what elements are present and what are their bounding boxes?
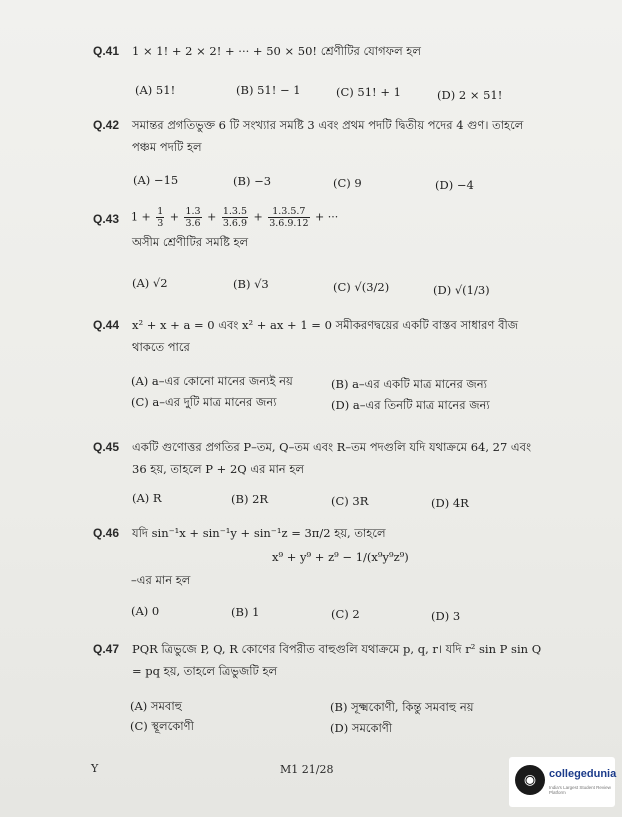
option-b: (B) 2R bbox=[231, 492, 269, 506]
series-term-4: $\frac{1.3.5.7}{3.6.9.12}$ bbox=[269, 206, 309, 229]
question-number: Q.41 bbox=[93, 44, 120, 58]
option-a: (A) −15 bbox=[133, 173, 179, 187]
option-d: (D) 2 × 51! bbox=[437, 88, 503, 102]
option-b: (B) a–এর একটি মাত্র মানের জন্য bbox=[331, 377, 487, 391]
option-b: (B) 1 bbox=[231, 605, 260, 619]
question-text: PQR ত্রিভুজে P, Q, R কোণের বিপরীত বাহুগুলি যথাক্রমে p, q, r। যদি r² sin P sin Q = pq হয়, তাহলে ত্রিভুজটি হল bbox=[132, 642, 542, 678]
graduate-icon: ◉ bbox=[515, 765, 545, 795]
option-c: (C) 9 bbox=[333, 176, 362, 190]
option-c: (C) √(3/2) bbox=[333, 280, 390, 294]
option-b: (B) 51! − 1 bbox=[236, 83, 301, 97]
question-text: অসীম শ্রেণীটির সমষ্টি হল bbox=[132, 235, 249, 249]
option-b: (B) সূক্ষ্মকোণী, কিন্তু সমবাহু নয় bbox=[330, 700, 474, 714]
series-lead: 1 + bbox=[131, 210, 151, 224]
series-term-2: $\frac{1.3}{3.6}$ bbox=[185, 206, 201, 229]
option-c: (C) স্থূলকোণী bbox=[130, 719, 194, 733]
option-c: (C) 51! + 1 bbox=[336, 85, 401, 99]
option-c: (C) 2 bbox=[331, 607, 360, 621]
series-expression: 1 + $\frac{1}{3}$ + $\frac{1.3}{3.6}$ + $\frac{1.3.5}{3.6.9}$ + $\frac{1.3.5.7}{3.6.9.12}$ + ··· bbox=[131, 206, 339, 229]
option-a: (A) সমবাহু bbox=[130, 699, 182, 713]
question-number: Q.42 bbox=[93, 118, 120, 132]
option-a: (A) R bbox=[132, 491, 162, 505]
option-d: (D) 3 bbox=[431, 609, 461, 623]
option-b: (B) √3 bbox=[233, 277, 269, 291]
question-expression: x⁹ + y⁹ + z⁹ − 1/(x⁹y⁹z⁹) bbox=[272, 550, 409, 564]
question-number: Q.46 bbox=[93, 526, 120, 540]
option-c: (C) 3R bbox=[331, 494, 369, 508]
series-tail: + ··· bbox=[315, 210, 339, 224]
question-number: Q.47 bbox=[93, 642, 120, 656]
page-number: M1 21/28 bbox=[280, 763, 334, 776]
question-text: সমান্তর প্রগতিভুক্ত 6 টি সংখ্যার সমষ্টি 3 এবং প্রথম পদটি দ্বিতীয় পদের 4 গুণ। তাহলে পঞ্চম পদটি হল bbox=[132, 118, 524, 154]
option-d: (D) −4 bbox=[435, 178, 474, 192]
question-number: Q.45 bbox=[93, 440, 120, 454]
option-d: (D) a–এর তিনটি মাত্র মানের জন্য bbox=[331, 398, 490, 412]
question-text: 1 × 1! + 2 × 2! + ··· + 50 × 50! শ্রেণীটির যোগফল হল bbox=[132, 44, 421, 58]
question-number: Q.44 bbox=[93, 318, 120, 332]
option-d: (D) √(1/3) bbox=[433, 283, 490, 297]
question-text: যদি sin⁻¹x + sin⁻¹y + sin⁻¹z = 3π/2 হয়, তাহলে bbox=[132, 526, 386, 540]
logo-brand: collegedunia bbox=[549, 768, 617, 780]
option-a: (A) 51! bbox=[135, 83, 176, 97]
option-a: (A) a–এর কোনো মানের জন্যই নয় bbox=[131, 374, 293, 388]
option-a: (A) √2 bbox=[132, 276, 168, 290]
logo-tagline: India's Largest Student Review Platform bbox=[549, 785, 611, 795]
question-text: x² + x + a = 0 এবং x² + ax + 1 = 0 সমীকরণদ্বয়ের একটি বাস্তব সাধারণ বীজ থাকতে পারে bbox=[132, 318, 519, 354]
option-d: (D) 4R bbox=[431, 496, 469, 510]
question-text: একটি গুণোত্তর প্রগতির P–তম, Q–তম এবং R–তম পদগুলি যদি যথাক্রমে 64, 27 এবং 36 হয়, তাহলে P + 2Q এর মান হল bbox=[132, 440, 532, 476]
option-b: (B) −3 bbox=[233, 174, 272, 188]
option-c: (C) a–এর দুটি মাত্র মানের জন্য bbox=[131, 395, 277, 409]
footer-left-mark: Y bbox=[91, 762, 99, 775]
question-text-continued: –এর মান হল bbox=[131, 573, 191, 587]
question-number: Q.43 bbox=[93, 212, 120, 226]
series-term-1: $\frac{1}{3}$ bbox=[157, 206, 164, 229]
option-a: (A) 0 bbox=[131, 604, 160, 618]
series-term-3: $\frac{1.3.5}{3.6.9}$ bbox=[222, 206, 247, 229]
option-d: (D) সমকোণী bbox=[330, 721, 393, 735]
collegedunia-logo bbox=[509, 757, 615, 807]
